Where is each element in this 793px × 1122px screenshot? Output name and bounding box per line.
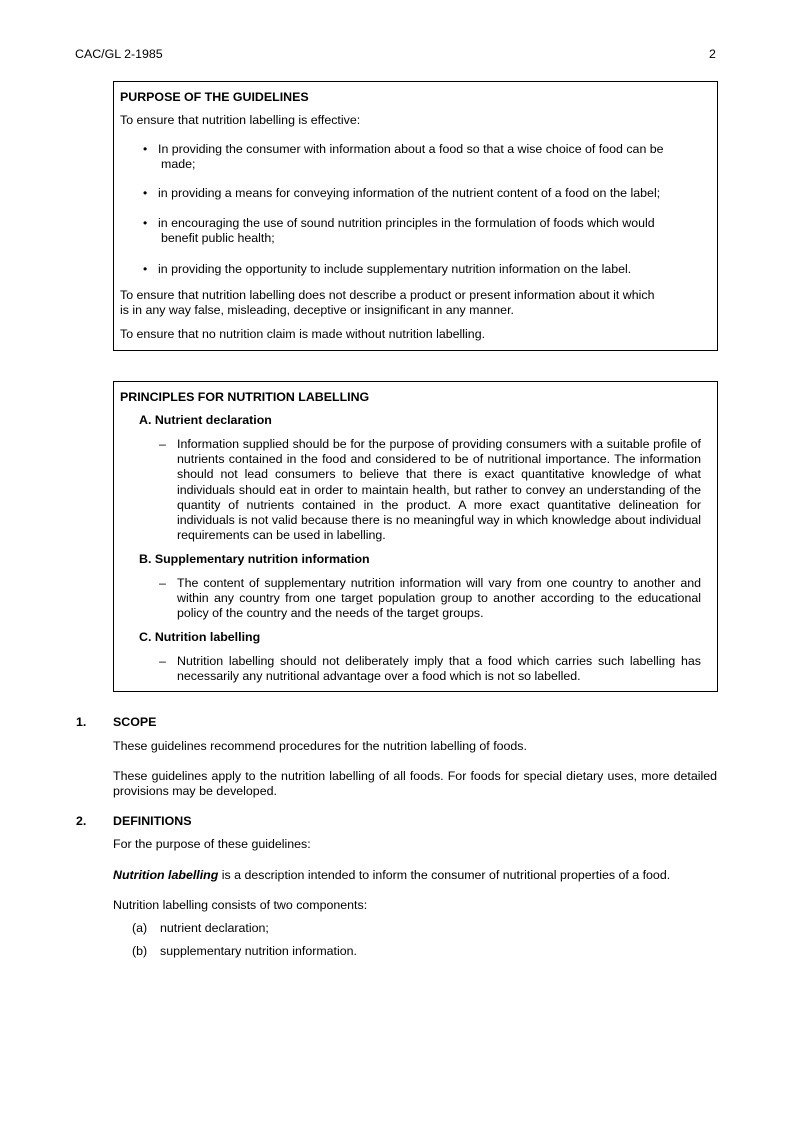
purpose-intro: To ensure that nutrition labelling is effective: [120,113,361,127]
principle-a-text: Information supplied should be for the purpose of providing consumers with a suitable profile of nutrients contained in the food and considered to be of nutritional importance. The information should not lead consumers to believe that there is exact quantitative knowledge of what individuals should eat in order to maintain health, but rather to convey an understanding of the quantity of nutrients contained in the product. A more exact quantitative delineation for individuals is not valid because there is no meaningful way in which knowledge about individual requirements can be used in labelling. [177,437,701,543]
purpose-bullet-1-line1: In providing the consumer with information about a food so that a wise choice of food can be [158,142,664,156]
principle-c-text: Nutrition labelling should not deliberately imply that a food which carries such labelling has necessarily any nutritional advantage over a food which is not so labelled. [177,654,701,684]
principles-title: PRINCIPLES FOR NUTRITION LABELLING [120,390,370,404]
defined-term: Nutrition labelling [113,868,219,882]
component-b-label: (b) [132,944,148,958]
purpose-title: PURPOSE OF THE GUIDELINES [120,90,309,104]
definitions-intro: For the purpose of these guidelines: [113,837,311,851]
bullet-icon: • [143,142,148,156]
scope-para-2: These guidelines apply to the nutrition labelling of all foods. For foods for special dietary uses, more detailed provisions may be developed. [113,769,717,799]
bullet-icon: • [143,216,148,230]
component-b-text: supplementary nutrition information. [160,944,357,958]
components-intro: Nutrition labelling consists of two components: [113,898,368,912]
principle-a-heading: A. Nutrient declaration [139,413,272,427]
purpose-bullet-1-line2: made; [161,157,196,171]
purpose-bullet-3-line2: benefit public health; [161,231,275,245]
principle-b-heading: B. Supplementary nutrition information [139,552,370,566]
purpose-bullet-2: in providing a means for conveying information of the nutrient content of a food on the label; [158,186,661,200]
bullet-icon: • [143,262,148,276]
bullet-icon: • [143,186,148,200]
principle-b-text: The content of supplementary nutrition information will vary from one country to another and within any country from one target population group to another according to the educational policy of the country and the needs of the target groups. [177,576,701,621]
purpose-para-3: To ensure that no nutrition claim is made without nutrition labelling. [120,327,486,341]
page-number: 2 [709,47,716,61]
dash-icon: – [159,654,166,668]
term-definition: is a description intended to inform the consumer of nutritional properties of a food. [218,868,671,882]
scope-title: SCOPE [113,715,157,729]
definition-nutrition-labelling [113,868,670,883]
document-code: CAC/GL 2-1985 [75,47,163,61]
purpose-para-2-line1: To ensure that nutrition labelling does not describe a product or present information about it which [120,288,655,302]
principle-c-heading: C. Nutrition labelling [139,630,261,644]
purpose-bullet-4: in providing the opportunity to include supplementary nutrition information on the label. [158,262,632,276]
definitions-title: DEFINITIONS [113,814,192,828]
component-a-text: nutrient declaration; [160,921,269,935]
scope-para-1: These guidelines recommend procedures for the nutrition labelling of foods. [113,739,527,753]
purpose-bullet-3-line1: in encouraging the use of sound nutrition principles in the formulation of foods which would [158,216,655,230]
definitions-number: 2. [76,814,87,828]
purpose-para-2-line2: is in any way false, misleading, deceptive or insignificant in any manner. [120,303,514,317]
component-a-label: (a) [132,921,148,935]
dash-icon: – [159,576,166,590]
scope-number: 1. [76,715,87,729]
dash-icon: – [159,437,166,451]
